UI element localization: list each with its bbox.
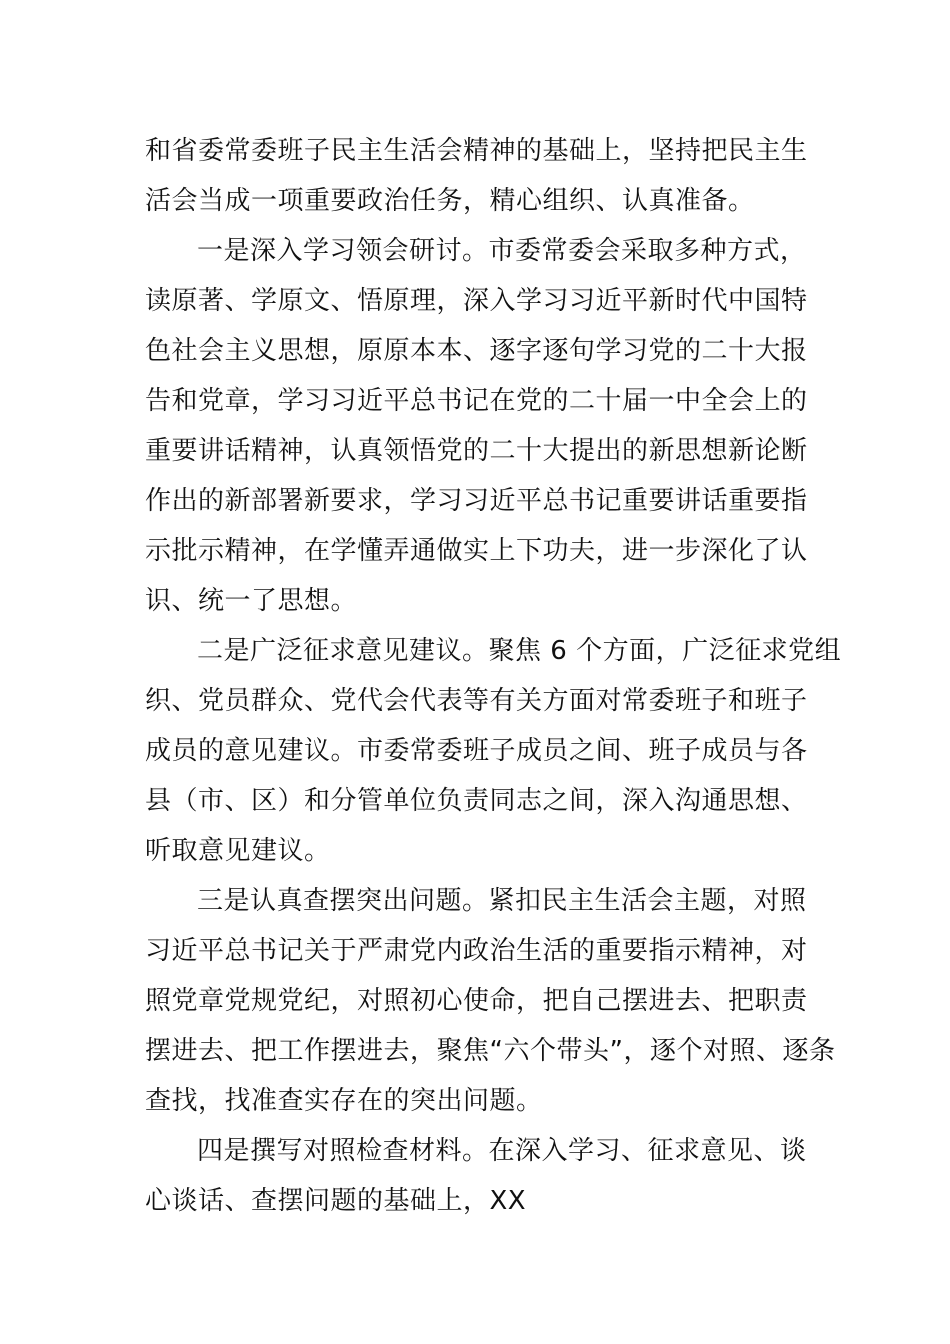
text-line: 县（市、区）和分管单位负责同志之间，深入沟通思想、 bbox=[145, 786, 808, 816]
text-line: 重要讲话精神，认真领悟党的二十大提出的新思想新论断 bbox=[145, 436, 808, 466]
text-line: 听取意见建议。 bbox=[145, 836, 331, 866]
document-body bbox=[145, 126, 842, 1226]
paragraph-first-line: 三是认真查摆突出问题。紧扣民主生活会主题，对照 bbox=[197, 886, 807, 916]
paragraph-first-line: 一是深入学习领会研讨。市委常委会采取多种方式， bbox=[197, 236, 807, 266]
text-line: 识、统一了思想。 bbox=[145, 586, 358, 616]
text-line: 示批示精神，在学懂弄通做实上下功夫，进一步深化了认 bbox=[145, 536, 808, 566]
paragraph-first-line: 四是撰写对照检查材料。在深入学习、征求意见、谈 bbox=[197, 1136, 807, 1166]
text-line: 心谈话、查摆问题的基础上，XX bbox=[145, 1186, 527, 1216]
text-line: 成员的意见建议。市委常委班子成员之间、班子成员与各 bbox=[145, 736, 808, 766]
text-line: 作出的新部署新要求，学习习近平总书记重要讲话重要指 bbox=[145, 486, 808, 516]
text-line: 和省委常委班子民主生活会精神的基础上，坚持把民主生 bbox=[145, 136, 808, 166]
text-line: 织、党员群众、党代会代表等有关方面对常委班子和班子 bbox=[145, 686, 808, 716]
paragraph-first-line: 二是广泛征求意见建议。聚焦 6 个方面，广泛征求党组 bbox=[197, 636, 842, 666]
text-line: 色社会主义思想，原原本本、逐字逐句学习党的二十大报 bbox=[145, 336, 808, 366]
text-line: 活会当成一项重要政治任务，精心组织、认真准备。 bbox=[145, 186, 755, 216]
text-line: 习近平总书记关于严肃党内政治生活的重要指示精神，对 bbox=[145, 936, 808, 966]
text-line: 摆进去、把工作摆进去，聚焦“六个带头”，逐个对照、逐条 bbox=[145, 1036, 836, 1066]
text-line: 照党章党规党纪，对照初心使命，把自己摆进去、把职责 bbox=[145, 986, 808, 1016]
text-line: 读原著、学原文、悟原理，深入学习习近平新时代中国特 bbox=[145, 286, 808, 316]
text-line: 查找，找准查实存在的突出问题。 bbox=[145, 1086, 543, 1116]
text-line: 告和党章，学习习近平总书记在党的二十届一中全会上的 bbox=[145, 386, 808, 416]
